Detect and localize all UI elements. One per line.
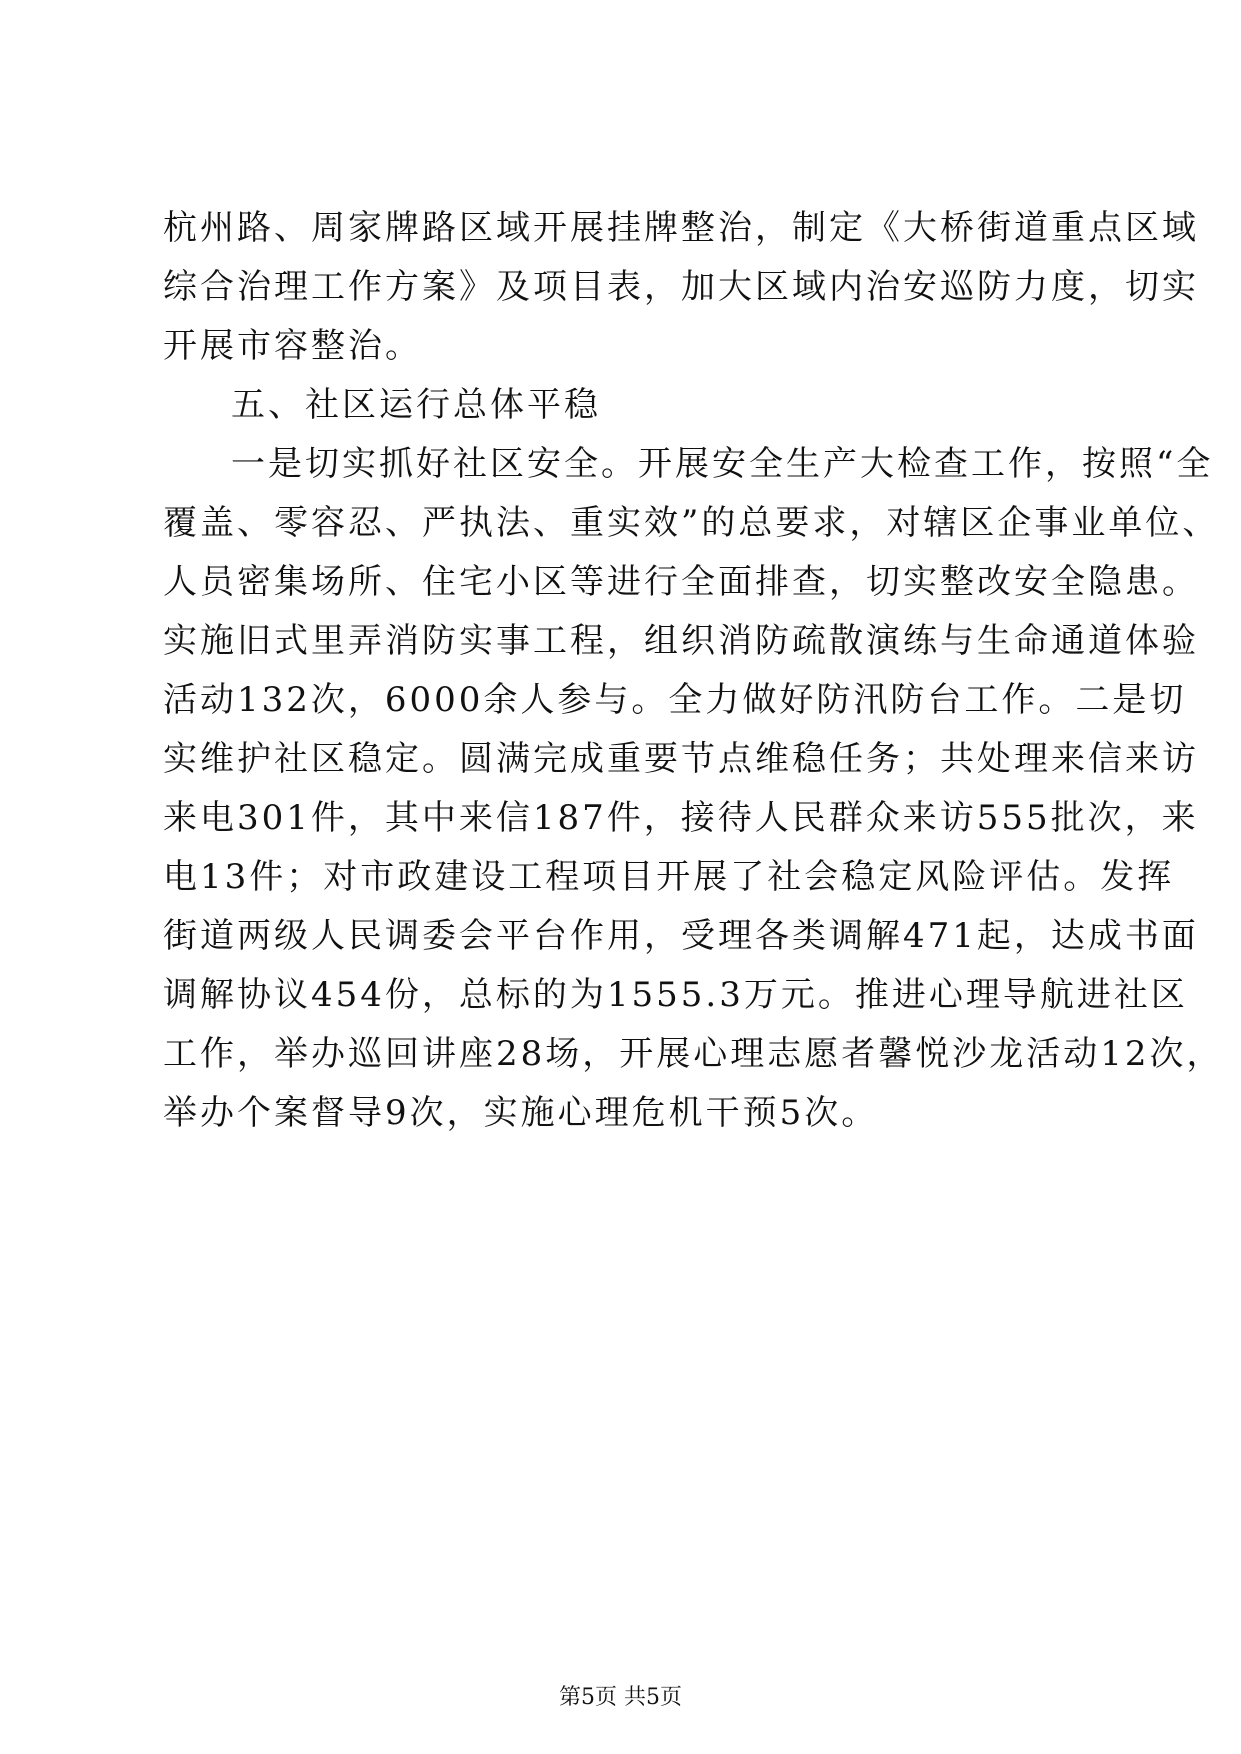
paragraph-2-line-5: 活动132次，6000余人参与。全力做好防汛防台工作。二是切 bbox=[163, 680, 1187, 720]
paragraph-1-line-2: 综合治理工作方案》及项目表，加大区域内治安巡防力度，切实 bbox=[163, 267, 1199, 307]
paragraph-1-line-1: 杭州路、周家牌路区域开展挂牌整治，制定《大桥街道重点区域 bbox=[163, 208, 1199, 248]
page-number-footer: 第5页 共5页 bbox=[559, 1685, 682, 1710]
paragraph-2-line-2: 覆盖、零容忍、严执法、重实效”的总要求，对辖区企事业单位、 bbox=[163, 503, 1220, 543]
paragraph-1-line-3: 开展市容整治。 bbox=[163, 326, 422, 366]
paragraph-2-line-10: 调解协议454份，总标的为1555.3万元。推进心理导航进社区 bbox=[163, 975, 1188, 1015]
paragraph-2-line-4: 实施旧式里弄消防实事工程，组织消防疏散演练与生命通道体验 bbox=[163, 621, 1199, 661]
paragraph-2-line-9: 街道两级人民调委会平台作用，受理各类调解471起，达成书面 bbox=[163, 916, 1199, 956]
paragraph-2-line-3: 人员密集场所、住宅小区等进行全面排查，切实整改安全隐患。 bbox=[163, 562, 1199, 602]
section-heading: 五、社区运行总体平稳 bbox=[231, 385, 601, 425]
paragraph-2-line-7: 来电301件，其中来信187件，接待人民群众来访555批次，来 bbox=[163, 798, 1199, 838]
paragraph-2-line-11: 工作，举办巡回讲座28场，开展心理志愿者馨悦沙龙活动12次， bbox=[163, 1034, 1224, 1074]
paragraph-2-line-8: 电13件；对市政建设工程项目开展了社会稳定风险评估。发挥 bbox=[163, 857, 1175, 897]
paragraph-2-line-12: 举办个案督导9次，实施心理危机干预5次。 bbox=[163, 1093, 879, 1133]
paragraph-2-line-1: 一是切实抓好社区安全。开展安全生产大检查工作，按照“全 bbox=[231, 444, 1214, 484]
paragraph-2-line-6: 实维护社区稳定。圆满完成重要节点维稳任务；共处理来信来访 bbox=[163, 739, 1199, 779]
